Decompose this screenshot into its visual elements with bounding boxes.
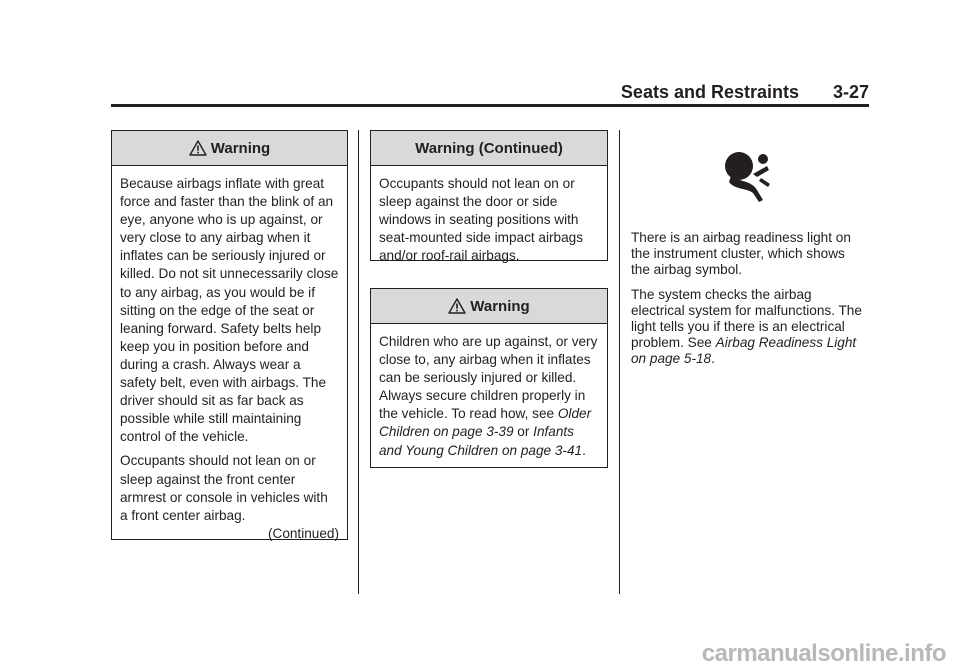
cross-reference-link[interactable]: Airbag Readiness Light on page 5-18 (631, 335, 857, 367)
column-divider-2 (619, 130, 620, 594)
cross-reference-link[interactable]: Older Children on page 3-39 (379, 406, 592, 440)
warning-heading (371, 131, 607, 166)
body-paragraph: The system checks the airbag electrical system for malfunctions. The light tells you if there is an electrical problem. See Airbag Readiness Light on page 5-18. (631, 286, 862, 367)
airbag-readiness-icon (723, 150, 775, 202)
column-divider-1 (358, 130, 359, 594)
warning-paragraph: Children who are up against, or very close to, any airbag when it inflates can be seriously injured or killed. Always secure children properly in the vehicle. To read how, see Older Children on page 3-39 or Infants and Young Children on page 3-41. (379, 334, 598, 458)
warning-paragraph: Occupants should not lean on or sleep against the door or side windows in seating positions with seat-mounted side impact airbags and/or roof-rail airbags. (379, 176, 584, 264)
warning-heading-text: Warning (470, 297, 530, 315)
warning-body (371, 166, 607, 273)
warning-heading-text: Warning (Continued) (415, 139, 563, 157)
warning-box-airbag-force (111, 130, 348, 540)
cross-reference-link[interactable]: Infants and Young Children on page 3-41 (379, 424, 583, 458)
warning-triangle-icon (189, 140, 207, 156)
warning-body (371, 324, 607, 468)
warning-paragraph: Occupants should not lean on or sleep against the front center armrest or console in vehicles with a front center airbag. (120, 453, 328, 523)
warning-heading-text: Warning (210, 139, 271, 157)
warning-paragraph: Because airbags inflate with great force and faster than the blink of an eye, anyone who is up against, or very close to any airbag when it inflates can be seriously injured or killed. Do not sit unnecessarily close to any airbag, as you would be if sitting on the edge of the seat or leaning forward. Safety belts help keep you in position before and during a crash. Always wear a safety belt, even with airbags. The driver should sit as far back as possible while still maintaining control of the vehicle. (120, 176, 339, 445)
warning-body (112, 166, 347, 551)
warning-heading (112, 131, 347, 166)
body-paragraph: There is an airbag readiness light on the instrument cluster, which shows the airbag symbol. (631, 230, 851, 278)
warning-triangle-icon (448, 298, 466, 314)
page-header (111, 80, 869, 107)
continued-label: (Continued) (267, 525, 339, 541)
airbag-readiness-text (631, 230, 863, 376)
warning-box-side-airbags (370, 130, 608, 264)
warning-box-children (370, 288, 608, 468)
watermark: carmanualsonline.info (701, 640, 946, 667)
warning-heading (371, 289, 607, 324)
page-number: 3-27 (832, 82, 869, 102)
section-title: Seats and Restraints (620, 82, 799, 102)
